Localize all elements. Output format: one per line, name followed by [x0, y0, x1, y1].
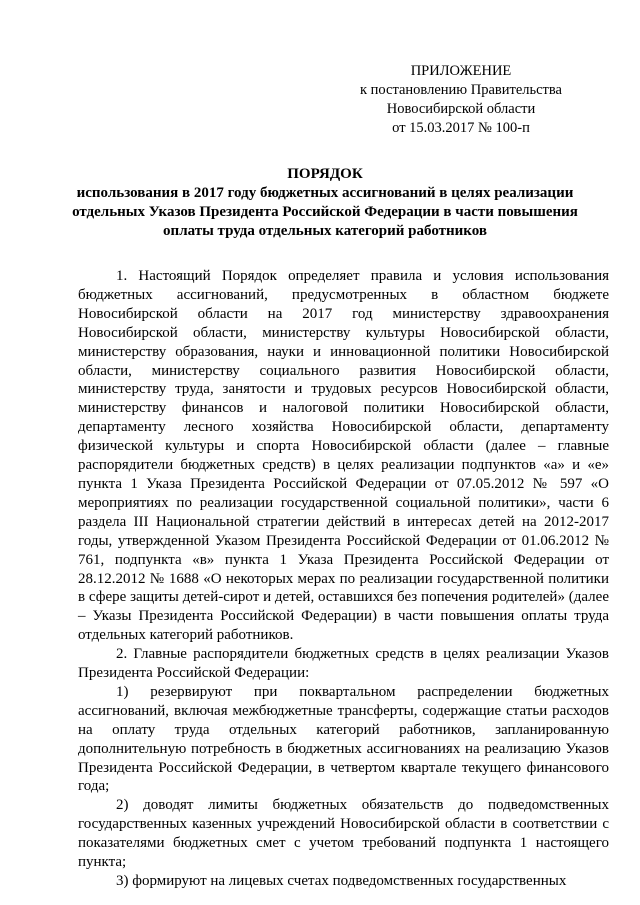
- title-line: отдельных Указов Президента Российской Федерации в части повышения: [72, 204, 578, 220]
- appendix-resolution: к постановлению Правительства: [360, 82, 562, 98]
- paragraph-2-item-3: 3) формируют на лицевых счетах подведомственных государственных: [116, 873, 567, 889]
- paragraph-2: 2. Главные распорядители бюджетных средств в целях реализации Указов Президента Российской Федерации:: [78, 646, 609, 682]
- document-body: [78, 267, 609, 891]
- appendix-date-number: от 15.03.2017 № 100-п: [392, 120, 530, 136]
- title-line: использования в 2017 году бюджетных ассигнований в целях реализации: [76, 185, 574, 201]
- paragraph-1: 1. Настоящий Порядок определяет правила и условия использования бюджетных ассигнований, предусмотренных в областном бюджете Новосибирской области на 2017 год министерству здравоохранения Новосибирской области, министерству культуры Новосибирской области, министерству образования, науки и инновационной политики Новосибирской области, министерству социального развития Новосибирской области, министерству труда, занятости и трудовых ресурсов Новосибирской области, министерству финансов и налоговой политики Новосибирской области, департаменту лесного хозяйства Новосибирской области, департаменту физической культуры и спорта Новосибирской области (далее – главные распорядители бюджетных средств) в целях реализации подпунктов «а» и «е» пункта 1 Указа Президента Российской Федерации от 07.05.2012 № 597 «О мероприятиях по реализации государственной социальной политики», части 6 раздела III Национальной стратегии действий в интересах детей на 2012-2017 годы, утвержденной Указом Президента Российской Федерации от 01.06.2012 № 761, подпункта «в» пункта 1 Указа Президента Российской Федерации от 28.12.2012 № 1688 «О некоторых мерах по реализации государственной политики в сфере защиты детей-сирот и детей, оставшихся без попечения родителей» (далее – Указы Президента Российской Федерации) в части повышения оплаты труда отдельных категорий работников.: [78, 268, 609, 644]
- title-line: оплаты труда отдельных категорий работников: [163, 223, 487, 239]
- appendix-header: [360, 62, 562, 138]
- paragraph-2-item-1: 1) резервируют при поквартальном распределении бюджетных ассигнований, включая межбюджетные трансферты, содержащие статьи расходов на оплату труда отдельных категорий работников, запланированную дополнительную потребность в бюджетных ассигнованиях на реализацию Указов Президента Российской Федерации, в четвертом квартале текущего финансового года;: [78, 683, 609, 795]
- document-title: [60, 165, 590, 241]
- appendix-region: Новосибирской области: [386, 101, 536, 117]
- paragraph-2-item-2: 2) доводят лимиты бюджетных обязательств до подведомственных государственных казенных учреждений Новосибирской области в соответствии с показателями бюджетных смет с учетом требований подпункта 1 настоящего пункта;: [78, 797, 609, 871]
- title-heading: ПОРЯДОК: [287, 166, 363, 182]
- appendix-label: ПРИЛОЖЕНИЕ: [410, 63, 512, 79]
